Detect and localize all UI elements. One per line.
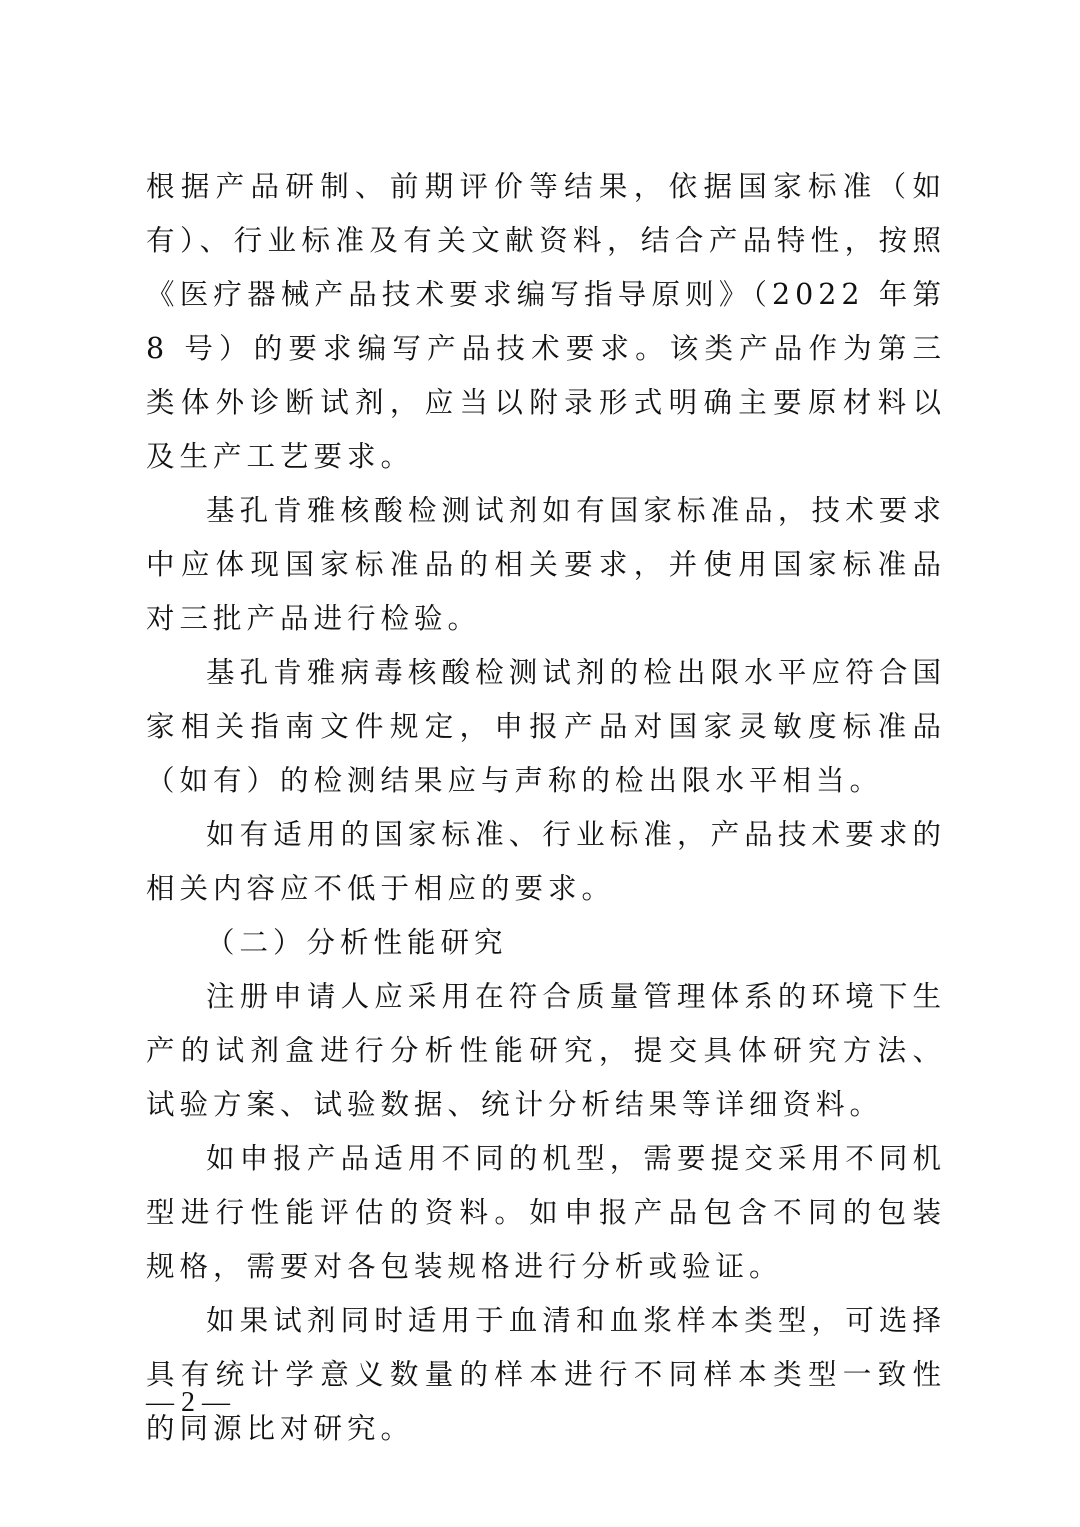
paragraph-instrument-models: 如申报产品适用不同的机型，需要提交采用不同机型进行性能评估的资料。如申报产品包含不同的包装规格，需要对各包装规格进行分析或验证。 bbox=[146, 1142, 946, 1283]
page-body bbox=[146, 160, 946, 1456]
paragraph-detection-limit: 基孔肯雅病毒核酸检测试剂的检出限水平应符合国家相关指南文件规定，申报产品对国家灵敏度标准品（如有）的检测结果应与声称的检出限水平相当。 bbox=[146, 656, 946, 797]
section-heading-analytical-performance: （二）分析性能研究 bbox=[206, 926, 508, 959]
paragraph-applicable-standards: 如有适用的国家标准、行业标准，产品技术要求的相关内容应不低于相应的要求。 bbox=[146, 818, 946, 905]
paragraph-sample-types: 如果试剂同时适用于血清和血浆样本类型，可选择具有统计学意义数量的样本进行不同样本类型一致性的同源比对研究。 bbox=[146, 1304, 946, 1445]
paragraph-technical-requirements: 根据产品研制、前期评价等结果，依据国家标准（如有）、行业标准及有关文献资料，结合产品特性，按照《医疗器械产品技术要求编写指导原则》（2022 年第 8 号）的要求编写产品技术要求。该类产品作为第三类体外诊断试剂，应当以附录形式明确主要原材料以及生产工艺要求。 bbox=[146, 170, 946, 473]
paragraph-national-standard: 基孔肯雅核酸检测试剂如有国家标准品，技术要求中应体现国家标准品的相关要求，并使用国家标准品对三批产品进行检验。 bbox=[146, 494, 946, 635]
page-number: — 2 — bbox=[146, 1387, 230, 1418]
paragraph-quality-system: 注册申请人应采用在符合质量管理体系的环境下生产的试剂盒进行分析性能研究，提交具体研究方法、试验方案、试验数据、统计分析结果等详细资料。 bbox=[146, 980, 946, 1121]
